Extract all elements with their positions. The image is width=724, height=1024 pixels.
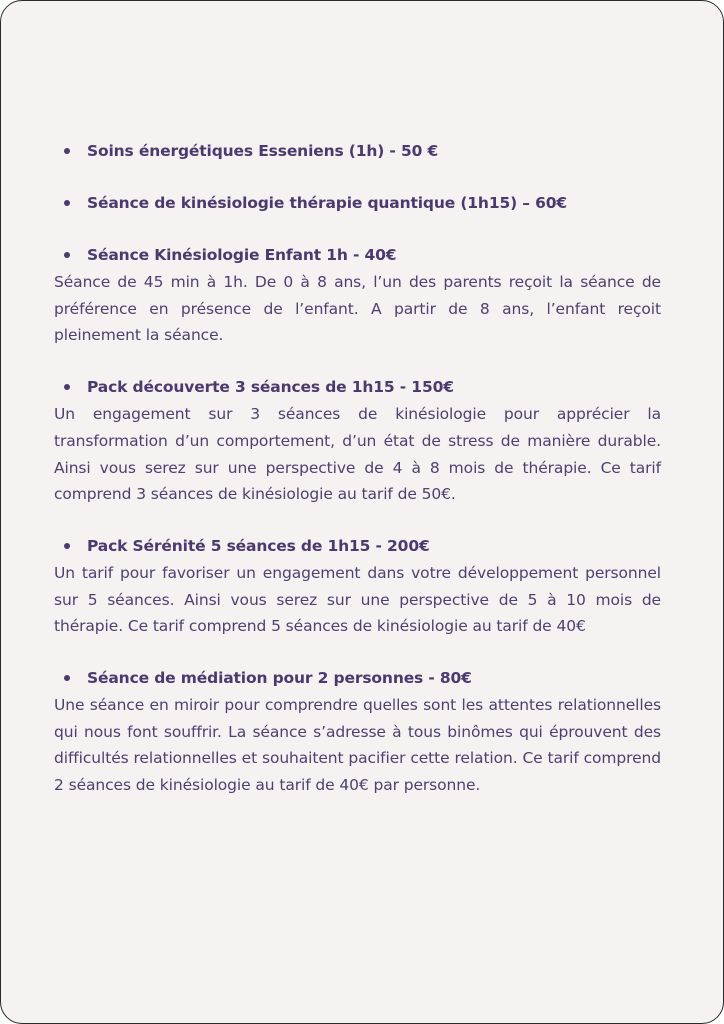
- service-description: Un tarif pour favoriser un engagement dans votre développement personnel sur 5 séances. Ainsi vous serez sur une perspective de 5 à 10 mois de thérapie. Ce tarif comprend 5 séances de kinésiologie au tarif de 40€: [54, 563, 661, 636]
- service-title: Soins énergétiques Esseniens (1h) - 50 €: [87, 142, 439, 160]
- service-title-row: [54, 241, 661, 269]
- service-item: [54, 241, 661, 349]
- bullet-icon: [64, 675, 70, 681]
- bullet-icon: [64, 543, 70, 549]
- service-title-row: [54, 189, 661, 217]
- service-title: Séance Kinésiologie Enfant 1h - 40€: [87, 246, 397, 264]
- service-description: Un engagement sur 3 séances de kinésiologie pour apprécier la transformation d’un comportement, d’un état de stress de manière durable. Ainsi vous serez sur une perspective de 4 à 8 mois de thérapie. Ce tarif comprend 3 séances de kinésiologie au tarif de 50€.: [54, 405, 661, 504]
- service-title: Pack Sérénité 5 séances de 1h15 - 200€: [87, 536, 430, 555]
- service-item: [54, 373, 661, 508]
- service-item: [54, 189, 661, 217]
- bullet-icon: [64, 384, 70, 390]
- services-list: [54, 137, 661, 823]
- service-title: Séance de kinésiologie thérapie quantique (1h15) – 60€: [87, 194, 568, 212]
- service-description: Une séance en miroir pour comprendre quelles sont les attentes relationnelles qui nous font souffrir. La séance s’adresse à tous binômes qui éprouvent des difficultés relationnelles et souhaitent pacifier cette relation. Ce tarif comprend 2 séances de kinésiologie au tarif de 40€ par personne.: [54, 696, 661, 795]
- bullet-icon: [64, 200, 70, 206]
- bullet-icon: [64, 148, 70, 154]
- service-title: Pack découverte 3 séances de 1h15 - 150€: [87, 378, 454, 397]
- service-item: [54, 664, 661, 799]
- bullet-icon: [64, 252, 70, 258]
- service-title-row: [54, 664, 661, 692]
- service-item: [54, 137, 661, 165]
- service-description: Séance de 45 min à 1h. De 0 à 8 ans, l’un des parents reçoit la séance de préférence en présence de l’enfant. A partir de 8 ans, l’enfant reçoit pleinement la séance.: [54, 273, 661, 345]
- service-item: [54, 532, 661, 640]
- service-title: Séance de médiation pour 2 personnes - 80€: [87, 669, 472, 688]
- service-title-row: [54, 532, 661, 560]
- service-title-row: [54, 373, 661, 401]
- service-title-row: [54, 137, 661, 165]
